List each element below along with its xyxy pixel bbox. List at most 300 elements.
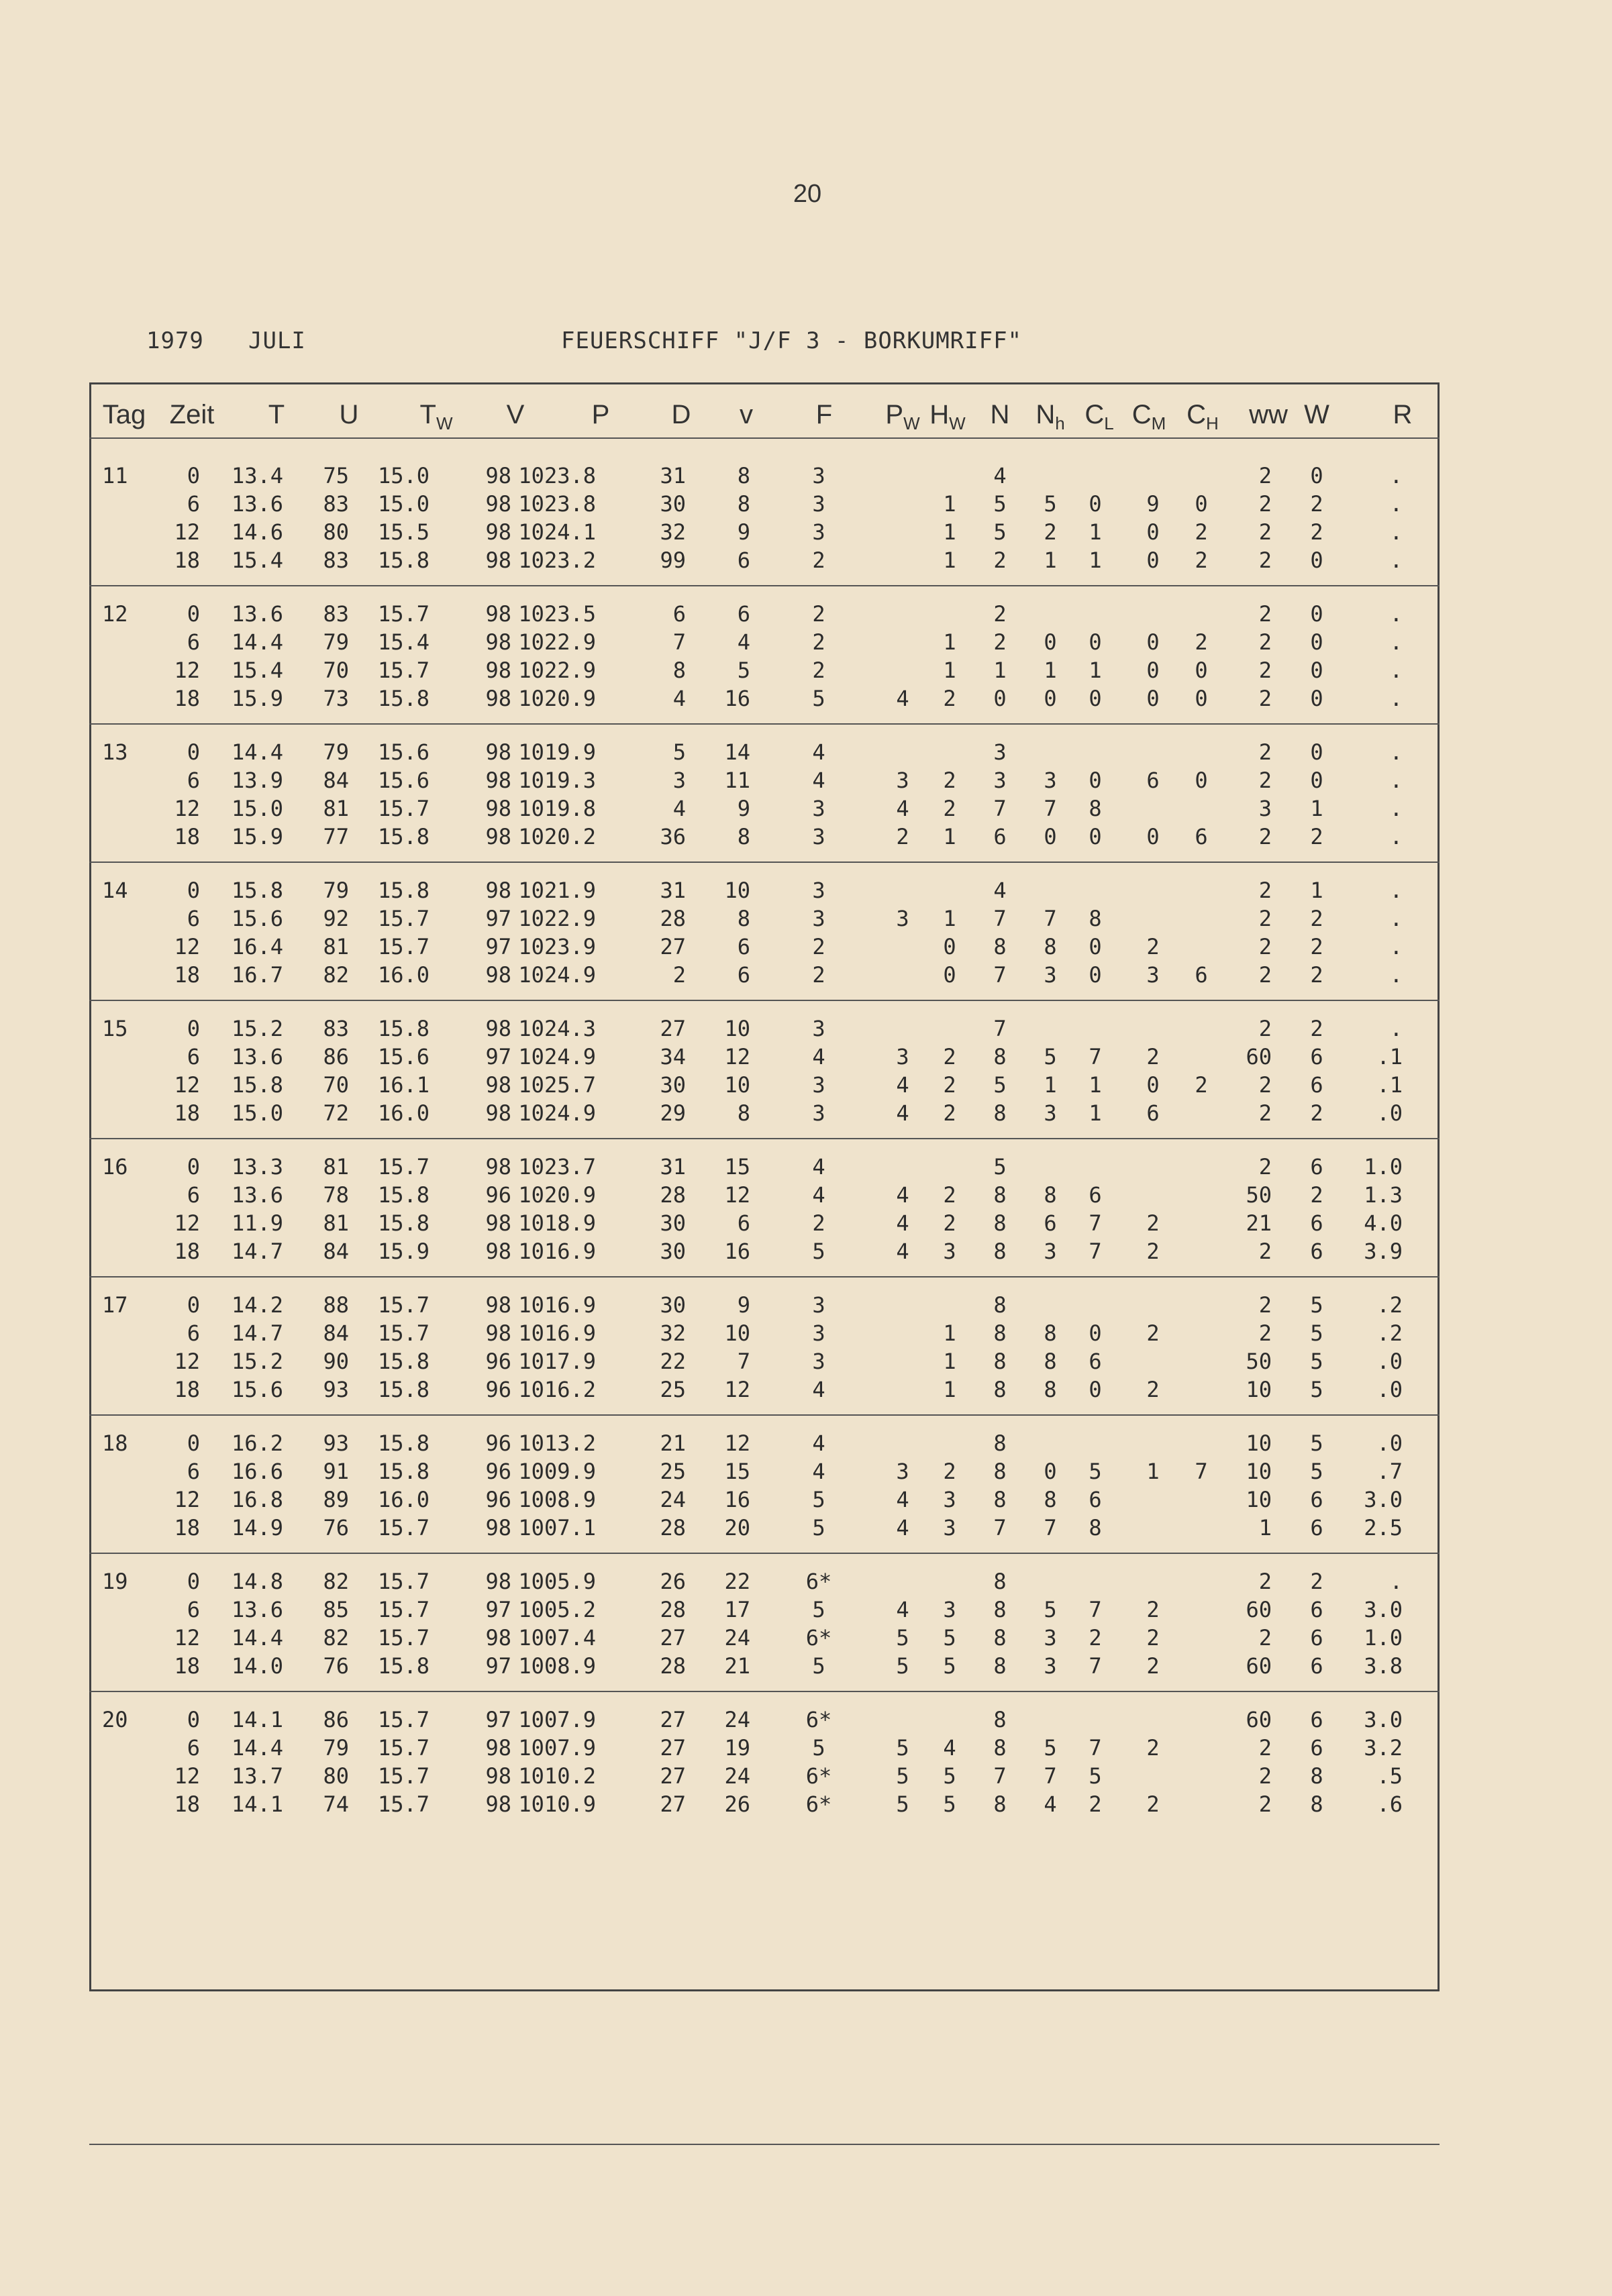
table-cell: 22 (660, 1349, 686, 1374)
table-cell: 6 (737, 1210, 750, 1236)
table-cell: 6 (737, 547, 750, 573)
table-cell: 82 (323, 1569, 349, 1594)
table-cell: 2 (1258, 962, 1272, 988)
table-cell: 15.7 (377, 1154, 430, 1180)
table-cell: 1024.1 (518, 519, 596, 545)
table-cell: 15.7 (377, 658, 430, 683)
table-cell: 5 (812, 1487, 825, 1512)
table-cell: 15.8 (377, 1377, 430, 1402)
table-cell: 21 (660, 1430, 686, 1456)
table-cell: 5 (812, 1735, 825, 1761)
table-cell: 14.1 (231, 1791, 283, 1817)
table-cell: 12 (174, 1625, 200, 1651)
column-header: v (740, 400, 753, 429)
table-cell: 1020.9 (518, 1182, 596, 1208)
table-cell: 82 (323, 1625, 349, 1651)
table-cell: 14.7 (231, 1239, 283, 1264)
table-cell: 15.8 (377, 1430, 430, 1456)
table-cell: 13.3 (231, 1154, 283, 1180)
table-cell: .2 (1376, 1320, 1403, 1346)
column-header: F (815, 400, 833, 429)
table-cell: 2 (1146, 1735, 1160, 1761)
table-cell: 0 (1310, 658, 1323, 683)
day-label: 19 (102, 1569, 128, 1594)
column-header: Zeit (169, 400, 215, 429)
table-cell: 76 (323, 1653, 349, 1679)
table-cell: 5 (896, 1625, 909, 1651)
table-cell: 0 (1044, 824, 1057, 849)
table-cell: 16.4 (231, 934, 283, 959)
table-cell: 14.0 (231, 1653, 283, 1679)
table-cell: 97 (485, 1707, 511, 1732)
day-label: 15 (102, 1016, 128, 1041)
table-cell: 2 (943, 686, 956, 711)
table-cell: 15.9 (377, 1239, 430, 1264)
table-cell: 8 (737, 1100, 750, 1126)
table-cell: 0 (1089, 686, 1102, 711)
table-cell: 1 (943, 824, 956, 849)
table-cell: 96 (485, 1430, 511, 1456)
table-cell: 0 (1044, 1459, 1057, 1484)
table-cell: 5 (1044, 1597, 1057, 1622)
table-cell: 2 (1310, 491, 1323, 517)
table-cell: 0 (187, 1016, 200, 1041)
table-cell: 13.6 (231, 1597, 283, 1622)
table-cell: 1.0 (1364, 1154, 1403, 1180)
table-cell: 6 (1310, 1597, 1323, 1622)
table-cell: 15.7 (377, 1292, 430, 1318)
table-cell: 2 (943, 796, 956, 821)
table-cell: 8 (672, 658, 686, 683)
table-cell: . (1389, 824, 1403, 849)
table-cell: 12 (724, 1044, 750, 1069)
table-cell: 1023.8 (518, 463, 596, 488)
table-cell: 2 (1146, 1625, 1160, 1651)
table-cell: 96 (485, 1487, 511, 1512)
table-cell: 4 (812, 1044, 825, 1069)
table-cell: 3 (896, 1459, 909, 1484)
table-cell: 6 (1310, 1707, 1323, 1732)
table-cell: 3 (812, 1292, 825, 1318)
table-cell: 96 (485, 1459, 511, 1484)
table-cell: 8 (993, 1100, 1007, 1126)
table-cell: 27 (660, 1763, 686, 1789)
table-cell: 0 (187, 463, 200, 488)
table-cell: 4 (896, 1210, 909, 1236)
table-cell: 25 (660, 1459, 686, 1484)
table-cell: . (1389, 658, 1403, 683)
table-cell: 1 (943, 629, 956, 655)
table-cell: 1023.8 (518, 491, 596, 517)
table-cell: 6 (1146, 1100, 1160, 1126)
table-cell: 30 (660, 1239, 686, 1264)
table-cell: 26 (724, 1791, 750, 1817)
table-cell: 98 (485, 768, 511, 793)
table-cell: 18 (174, 1239, 200, 1264)
table-cell: 0 (1044, 686, 1057, 711)
table-cell: 28 (660, 1653, 686, 1679)
table-cell: 18 (174, 547, 200, 573)
table-cell: 98 (485, 601, 511, 627)
table-cell: 27 (660, 1707, 686, 1732)
table-cell: 3 (672, 768, 686, 793)
table-cell: 6 (187, 906, 200, 931)
column-header: Tag (102, 400, 146, 429)
day-separator (89, 862, 1440, 863)
table-cell: 7 (1089, 1597, 1102, 1622)
table-cell: 15.8 (377, 824, 430, 849)
table-cell: 0 (1310, 629, 1323, 655)
table-cell: 81 (323, 796, 349, 821)
table-cell: 0 (943, 934, 956, 959)
table-cell: 2 (1258, 1320, 1272, 1346)
table-cell: 2 (1195, 629, 1208, 655)
table-cell: 5 (812, 1239, 825, 1264)
table-cell: 98 (485, 796, 511, 821)
table-cell: 1019.8 (518, 796, 596, 821)
day-label: 14 (102, 878, 128, 903)
table-cell: 3 (812, 878, 825, 903)
table-cell: 2 (943, 1072, 956, 1098)
table-cell: 18 (174, 1791, 200, 1817)
table-cell: 2 (1258, 491, 1272, 517)
table-cell: 15.2 (231, 1016, 283, 1041)
table-cell: 1005.2 (518, 1597, 596, 1622)
table-cell: 6 (1310, 1210, 1323, 1236)
table-cell: 0 (1089, 1320, 1102, 1346)
table-cell: 91 (323, 1459, 349, 1484)
table-cell: 21 (724, 1653, 750, 1679)
table-cell: 1022.9 (518, 658, 596, 683)
table-cell: 6 (1310, 1653, 1323, 1679)
table-cell: 12 (724, 1430, 750, 1456)
table-cell: 85 (323, 1597, 349, 1622)
table-cell: 27 (660, 1625, 686, 1651)
day-label: 18 (102, 1430, 128, 1456)
table-cell: 8 (1310, 1763, 1323, 1789)
table-cell: 0 (1195, 491, 1208, 517)
table-cell: 0 (187, 878, 200, 903)
day-separator (89, 1138, 1440, 1139)
table-cell: 15.6 (231, 906, 283, 931)
header-month: JULI (248, 327, 306, 354)
day-label: 17 (102, 1292, 128, 1318)
table-cell: 12 (724, 1182, 750, 1208)
table-cell: 2 (1258, 629, 1272, 655)
table-cell: 14.9 (231, 1515, 283, 1541)
table-cell: 1 (1089, 1072, 1102, 1098)
table-cell: 1007.1 (518, 1515, 596, 1541)
table-cell: 1 (1310, 796, 1323, 821)
table-cell: 73 (323, 686, 349, 711)
table-cell: 2 (1089, 1625, 1102, 1651)
table-cell: 4 (812, 768, 825, 793)
table-cell: 8 (1044, 1377, 1057, 1402)
table-cell: 0 (187, 1292, 200, 1318)
table-cell: 27 (660, 1016, 686, 1041)
table-cell: 50 (1246, 1349, 1272, 1374)
table-cell: 5 (993, 491, 1007, 517)
table-cell: 3 (1044, 1100, 1057, 1126)
table-cell: 4 (812, 1154, 825, 1180)
table-cell: 3 (943, 1239, 956, 1264)
table-cell: 12 (174, 934, 200, 959)
table-cell: 4 (812, 1430, 825, 1456)
table-cell: 83 (323, 547, 349, 573)
table-cell: 98 (485, 1763, 511, 1789)
table-cell: 0 (1146, 547, 1160, 573)
table-cell: 1005.9 (518, 1569, 596, 1594)
day-separator (89, 585, 1440, 586)
table-cell: 97 (485, 1653, 511, 1679)
table-cell: 5 (1089, 1763, 1102, 1789)
table-cell: .6 (1376, 1791, 1403, 1817)
table-cell: 4.0 (1364, 1210, 1403, 1236)
table-cell: 18 (174, 1377, 200, 1402)
table-cell: 0 (1146, 1072, 1160, 1098)
table-cell: 8 (1089, 906, 1102, 931)
table-cell: 15.9 (231, 824, 283, 849)
table-cell: 2 (1195, 519, 1208, 545)
table-cell: .5 (1376, 1763, 1403, 1789)
table-cell: 1 (943, 519, 956, 545)
table-cell: 84 (323, 768, 349, 793)
table-cell: 14.6 (231, 519, 283, 545)
table-cell: 93 (323, 1430, 349, 1456)
table-cell: 98 (485, 962, 511, 988)
table-cell: 1 (943, 1349, 956, 1374)
table-cell: 0 (187, 1707, 200, 1732)
table-cell: 31 (660, 1154, 686, 1180)
table-cell: 16.7 (231, 962, 283, 988)
table-cell: 88 (323, 1292, 349, 1318)
table-cell: 10 (1246, 1377, 1272, 1402)
table-cell: 1 (1258, 1515, 1272, 1541)
table-cell: .0 (1376, 1430, 1403, 1456)
table-cell: 5 (1310, 1459, 1323, 1484)
column-header: V (506, 400, 525, 429)
day-separator (89, 723, 1440, 725)
table-cell: 2 (943, 1459, 956, 1484)
table-cell: 6 (187, 491, 200, 517)
table-cell: 2 (812, 601, 825, 627)
header-ship-title: FEUERSCHIFF "J/F 3 - BORKUMRIFF" (561, 327, 1023, 354)
table-cell: 14.4 (231, 629, 283, 655)
table-cell: 98 (485, 547, 511, 573)
table-cell: 2 (1146, 1210, 1160, 1236)
table-cell: 6* (805, 1791, 832, 1817)
table-cell: 50 (1246, 1182, 1272, 1208)
table-cell: 6 (187, 768, 200, 793)
table-cell: 98 (485, 1791, 511, 1817)
table-cell: 3 (943, 1597, 956, 1622)
table-cell: 8 (1089, 1515, 1102, 1541)
table-cell: 1020.2 (518, 824, 596, 849)
table-cell: 8 (737, 906, 750, 931)
table-cell: 1024.3 (518, 1016, 596, 1041)
table-cell: 6 (993, 824, 1007, 849)
table-cell: 4 (896, 1100, 909, 1126)
table-cell: 2 (993, 547, 1007, 573)
table-cell: 8 (993, 1292, 1007, 1318)
table-cell: . (1389, 519, 1403, 545)
table-cell: 98 (485, 491, 511, 517)
table-cell: 77 (323, 824, 349, 849)
table-cell: .0 (1376, 1100, 1403, 1126)
table-cell: 15.8 (377, 1653, 430, 1679)
table-cell: 5 (943, 1763, 956, 1789)
table-cell: 8 (993, 1791, 1007, 1817)
table-cell: 16.2 (231, 1430, 283, 1456)
table-cell: 3.8 (1364, 1653, 1403, 1679)
table-cell: 2 (1258, 1763, 1272, 1789)
table-cell: . (1389, 878, 1403, 903)
table-cell: 86 (323, 1044, 349, 1069)
table-cell: 0 (1044, 629, 1057, 655)
table-cell: 16 (724, 1239, 750, 1264)
table-cell: 4 (896, 1239, 909, 1264)
table-cell: 6 (1310, 1487, 1323, 1512)
table-cell: 18 (174, 1100, 200, 1126)
table-cell: 2 (1310, 824, 1323, 849)
table-cell: 6 (1089, 1349, 1102, 1374)
table-cell: 98 (485, 1072, 511, 1098)
table-cell: 36 (660, 824, 686, 849)
table-cell: 2 (1258, 1791, 1272, 1817)
table-cell: 70 (323, 1072, 349, 1098)
table-cell: 98 (485, 629, 511, 655)
table-cell: 5 (812, 1515, 825, 1541)
table-cell: 1010.2 (518, 1763, 596, 1789)
table-cell: 1025.7 (518, 1072, 596, 1098)
table-cell: 6* (805, 1707, 832, 1732)
table-cell: 15.7 (377, 1735, 430, 1761)
table-cell: 24 (724, 1707, 750, 1732)
table-cell: 1 (1146, 1459, 1160, 1484)
table-cell: 96 (485, 1182, 511, 1208)
table-cell: 79 (323, 629, 349, 655)
day-separator (89, 1414, 1440, 1416)
table-cell: 29 (660, 1100, 686, 1126)
table-cell: 13.6 (231, 1182, 283, 1208)
table-cell: 3 (943, 1515, 956, 1541)
table-cell: 98 (485, 1515, 511, 1541)
table-cell: 4 (896, 1072, 909, 1098)
table-cell: 3 (1044, 962, 1057, 988)
table-cell: 98 (485, 1100, 511, 1126)
column-header: ww (1249, 400, 1288, 429)
table-cell: 75 (323, 463, 349, 488)
table-cell: 0 (1310, 768, 1323, 793)
table-cell: 5 (812, 686, 825, 711)
table-cell: 0 (187, 1569, 200, 1594)
table-cell: 0 (1310, 463, 1323, 488)
table-cell: 0 (1146, 519, 1160, 545)
table-cell: 98 (485, 1154, 511, 1180)
table-cell: 0 (1195, 768, 1208, 793)
table-cell: 10 (1246, 1459, 1272, 1484)
table-cell: 4 (896, 1487, 909, 1512)
table-cell: 9 (1146, 491, 1160, 517)
table-cell: 31 (660, 463, 686, 488)
table-cell: 98 (485, 1239, 511, 1264)
table-cell: 15.6 (231, 1377, 283, 1402)
table-cell: 14 (724, 739, 750, 765)
table-cell: 4 (896, 1597, 909, 1622)
table-cell: 27 (660, 934, 686, 959)
table-cell: . (1389, 629, 1403, 655)
table-cell: 30 (660, 491, 686, 517)
table-cell: 25 (660, 1377, 686, 1402)
table-cell: 3 (1044, 768, 1057, 793)
table-cell: 6 (737, 934, 750, 959)
table-cell: 2.5 (1364, 1515, 1403, 1541)
table-cell: 83 (323, 491, 349, 517)
table-cell: 1016.9 (518, 1320, 596, 1346)
table-cell: 2 (1258, 1292, 1272, 1318)
table-cell: 2 (812, 658, 825, 683)
table-cell: 4 (672, 686, 686, 711)
table-cell: 10 (1246, 1430, 1272, 1456)
table-cell: 74 (323, 1791, 349, 1817)
table-cell: . (1389, 547, 1403, 573)
table-cell: 98 (485, 463, 511, 488)
table-cell: 13.9 (231, 768, 283, 793)
table-cell: 15.4 (231, 547, 283, 573)
table-cell: 15.7 (377, 1569, 430, 1594)
table-cell: 3 (812, 1349, 825, 1374)
table-cell: .1 (1376, 1044, 1403, 1069)
table-cell: 15.7 (377, 934, 430, 959)
table-cell: 2 (1195, 1072, 1208, 1098)
table-cell: 80 (323, 1763, 349, 1789)
table-cell: 2 (1310, 962, 1323, 988)
table-cell: 7 (1044, 1515, 1057, 1541)
table-cell: 30 (660, 1072, 686, 1098)
table-cell: 5 (1044, 1735, 1057, 1761)
table-cell: 18 (174, 1653, 200, 1679)
table-cell: 6 (187, 1320, 200, 1346)
table-cell: 15.8 (231, 1072, 283, 1098)
table-cell: 15.7 (377, 1707, 430, 1732)
table-cell: 18 (174, 824, 200, 849)
table-cell: 7 (1089, 1735, 1102, 1761)
table-cell: 11 (724, 768, 750, 793)
table-cell: 1023.7 (518, 1154, 596, 1180)
column-header: $T_W$ (419, 400, 453, 433)
header-year: 1979 (146, 327, 204, 354)
table-cell: 2 (1258, 1072, 1272, 1098)
table-cell: 2 (812, 962, 825, 988)
table-cell: 5 (896, 1735, 909, 1761)
table-cell: . (1389, 739, 1403, 765)
table-cell: 2 (943, 1210, 956, 1236)
table-cell: 14.4 (231, 739, 283, 765)
table-cell: .2 (1376, 1292, 1403, 1318)
table-cell: 4 (812, 1182, 825, 1208)
table-cell: 96 (485, 1349, 511, 1374)
table-cell: 8 (1044, 1320, 1057, 1346)
table-cell: 0 (1195, 658, 1208, 683)
table-cell: 5 (943, 1625, 956, 1651)
table-cell: 12 (174, 519, 200, 545)
table-cell: 15.7 (377, 1515, 430, 1541)
table-cell: 15.7 (377, 1625, 430, 1651)
table-cell: 2 (1258, 686, 1272, 711)
table-cell: 98 (485, 824, 511, 849)
table-cell: 2 (1258, 1154, 1272, 1180)
table-cell: 97 (485, 906, 511, 931)
